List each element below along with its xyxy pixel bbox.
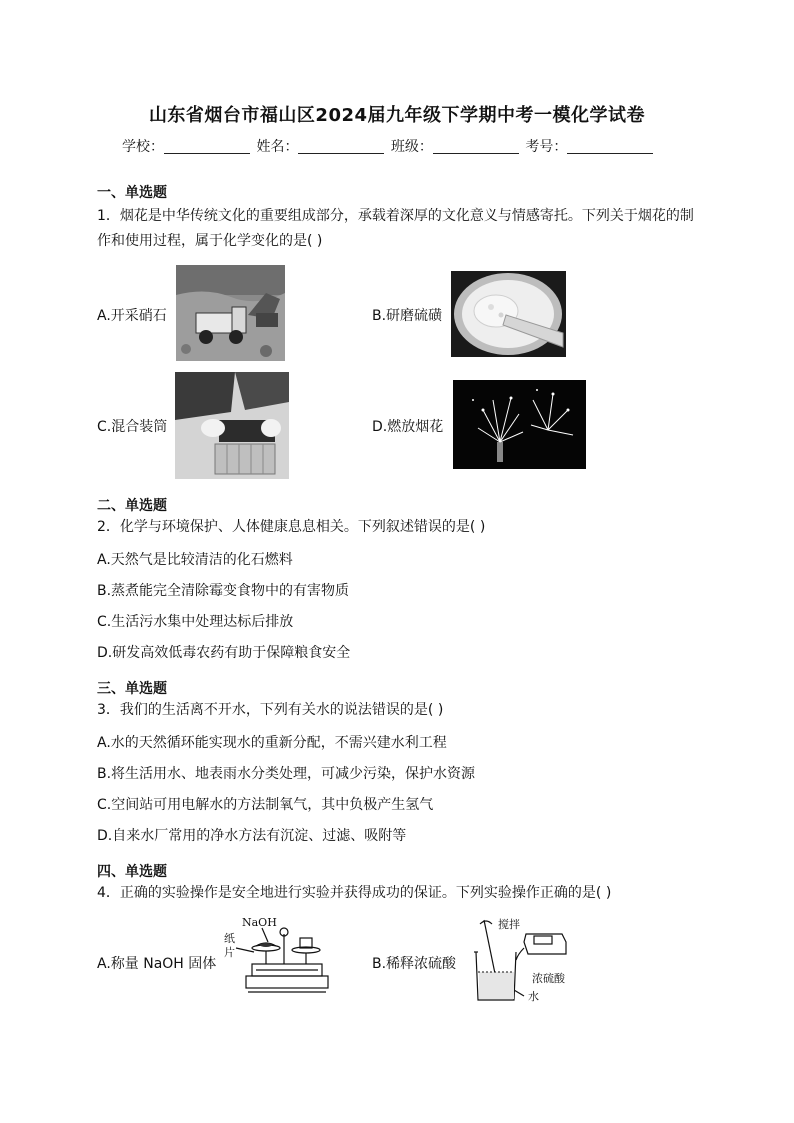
balance-diagram <box>222 912 334 1000</box>
name-label: 姓名： <box>256 139 299 155</box>
id-blank[interactable] <box>567 139 653 154</box>
mortar-pestle-photo <box>451 271 566 357</box>
stir-label: 搅拌 <box>498 918 520 931</box>
fireworks-photo <box>453 380 586 469</box>
q1-option-b[interactable]: B.研磨硫磺 <box>372 308 443 324</box>
question-1: 1．烟花是中华传统文化的重要组成部分，承载着深厚的文化意义与情感寄托。下列关于烟花的制作和使用过程，属于化学变化的是( ) <box>97 208 694 249</box>
q1-option-c[interactable]: C.混合装筒 <box>97 419 168 435</box>
question-4: 4．正确的实验操作是安全地进行实验并获得成功的保证。下列实验操作正确的是( ) <box>97 885 612 901</box>
q3-option-c[interactable]: C.空间站可用电解水的方法制氧气，其中负极产生氢气 <box>97 797 434 813</box>
q2-option-d[interactable]: D.研发高效低毒农药有助于保障粮食安全 <box>97 645 351 661</box>
class-label: 班级： <box>390 139 433 155</box>
mining-truck-photo <box>176 265 285 361</box>
page-title: 山东省烟台市福山区2024届九年级下学期中考一模化学试卷 <box>148 105 646 126</box>
question-2: 2．化学与环境保护、人体健康息息相关。下列叙述错误的是( ) <box>97 519 486 535</box>
question-3: 3．我们的生活离不开水，下列有关水的说法错误的是( ) <box>97 702 444 718</box>
section-heading-1: 一、单选题 <box>97 185 167 201</box>
section-heading-2: 二、单选题 <box>97 498 167 514</box>
section-heading-3: 三、单选题 <box>97 681 167 697</box>
paper-label-char-1: 纸 <box>224 932 235 945</box>
id-label: 考号： <box>525 139 568 155</box>
paper-label-char-2: 片 <box>224 946 235 959</box>
water-label: 水 <box>528 990 539 1003</box>
q3-option-a[interactable]: A.水的天然循环能实现水的重新分配，不需兴建水利工程 <box>97 735 447 751</box>
packing-firework-photo <box>175 372 289 479</box>
name-blank[interactable] <box>298 139 384 154</box>
q4-option-a[interactable]: A.称量 NaOH 固体 <box>97 956 217 972</box>
section-heading-4: 四、单选题 <box>97 864 167 880</box>
acid-label: 浓硫酸 <box>532 972 565 985</box>
q2-option-c[interactable]: C.生活污水集中处理达标后排放 <box>97 614 294 630</box>
q2-option-a[interactable]: A.天然气是比较清洁的化石燃料 <box>97 552 293 568</box>
q1-option-a[interactable]: A.开采硝石 <box>97 308 167 324</box>
class-blank[interactable] <box>433 139 519 154</box>
dilution-diagram <box>466 914 576 1006</box>
q3-option-b[interactable]: B.将生活用水、地表雨水分类处理，可减少污染，保护水资源 <box>97 766 476 782</box>
school-blank[interactable] <box>164 139 250 154</box>
school-label: 学校： <box>122 139 164 155</box>
naoh-label: NaOH <box>242 916 277 929</box>
q3-option-d[interactable]: D.自来水厂常用的净水方法有沉淀、过滤、吸附等 <box>97 828 407 844</box>
student-info-line <box>122 136 655 156</box>
q1-option-d[interactable]: D.燃放烟花 <box>372 419 444 435</box>
q2-option-b[interactable]: B.蒸煮能完全清除霉变食物中的有害物质 <box>97 583 350 599</box>
q4-option-b[interactable]: B.稀释浓硫酸 <box>372 956 457 972</box>
